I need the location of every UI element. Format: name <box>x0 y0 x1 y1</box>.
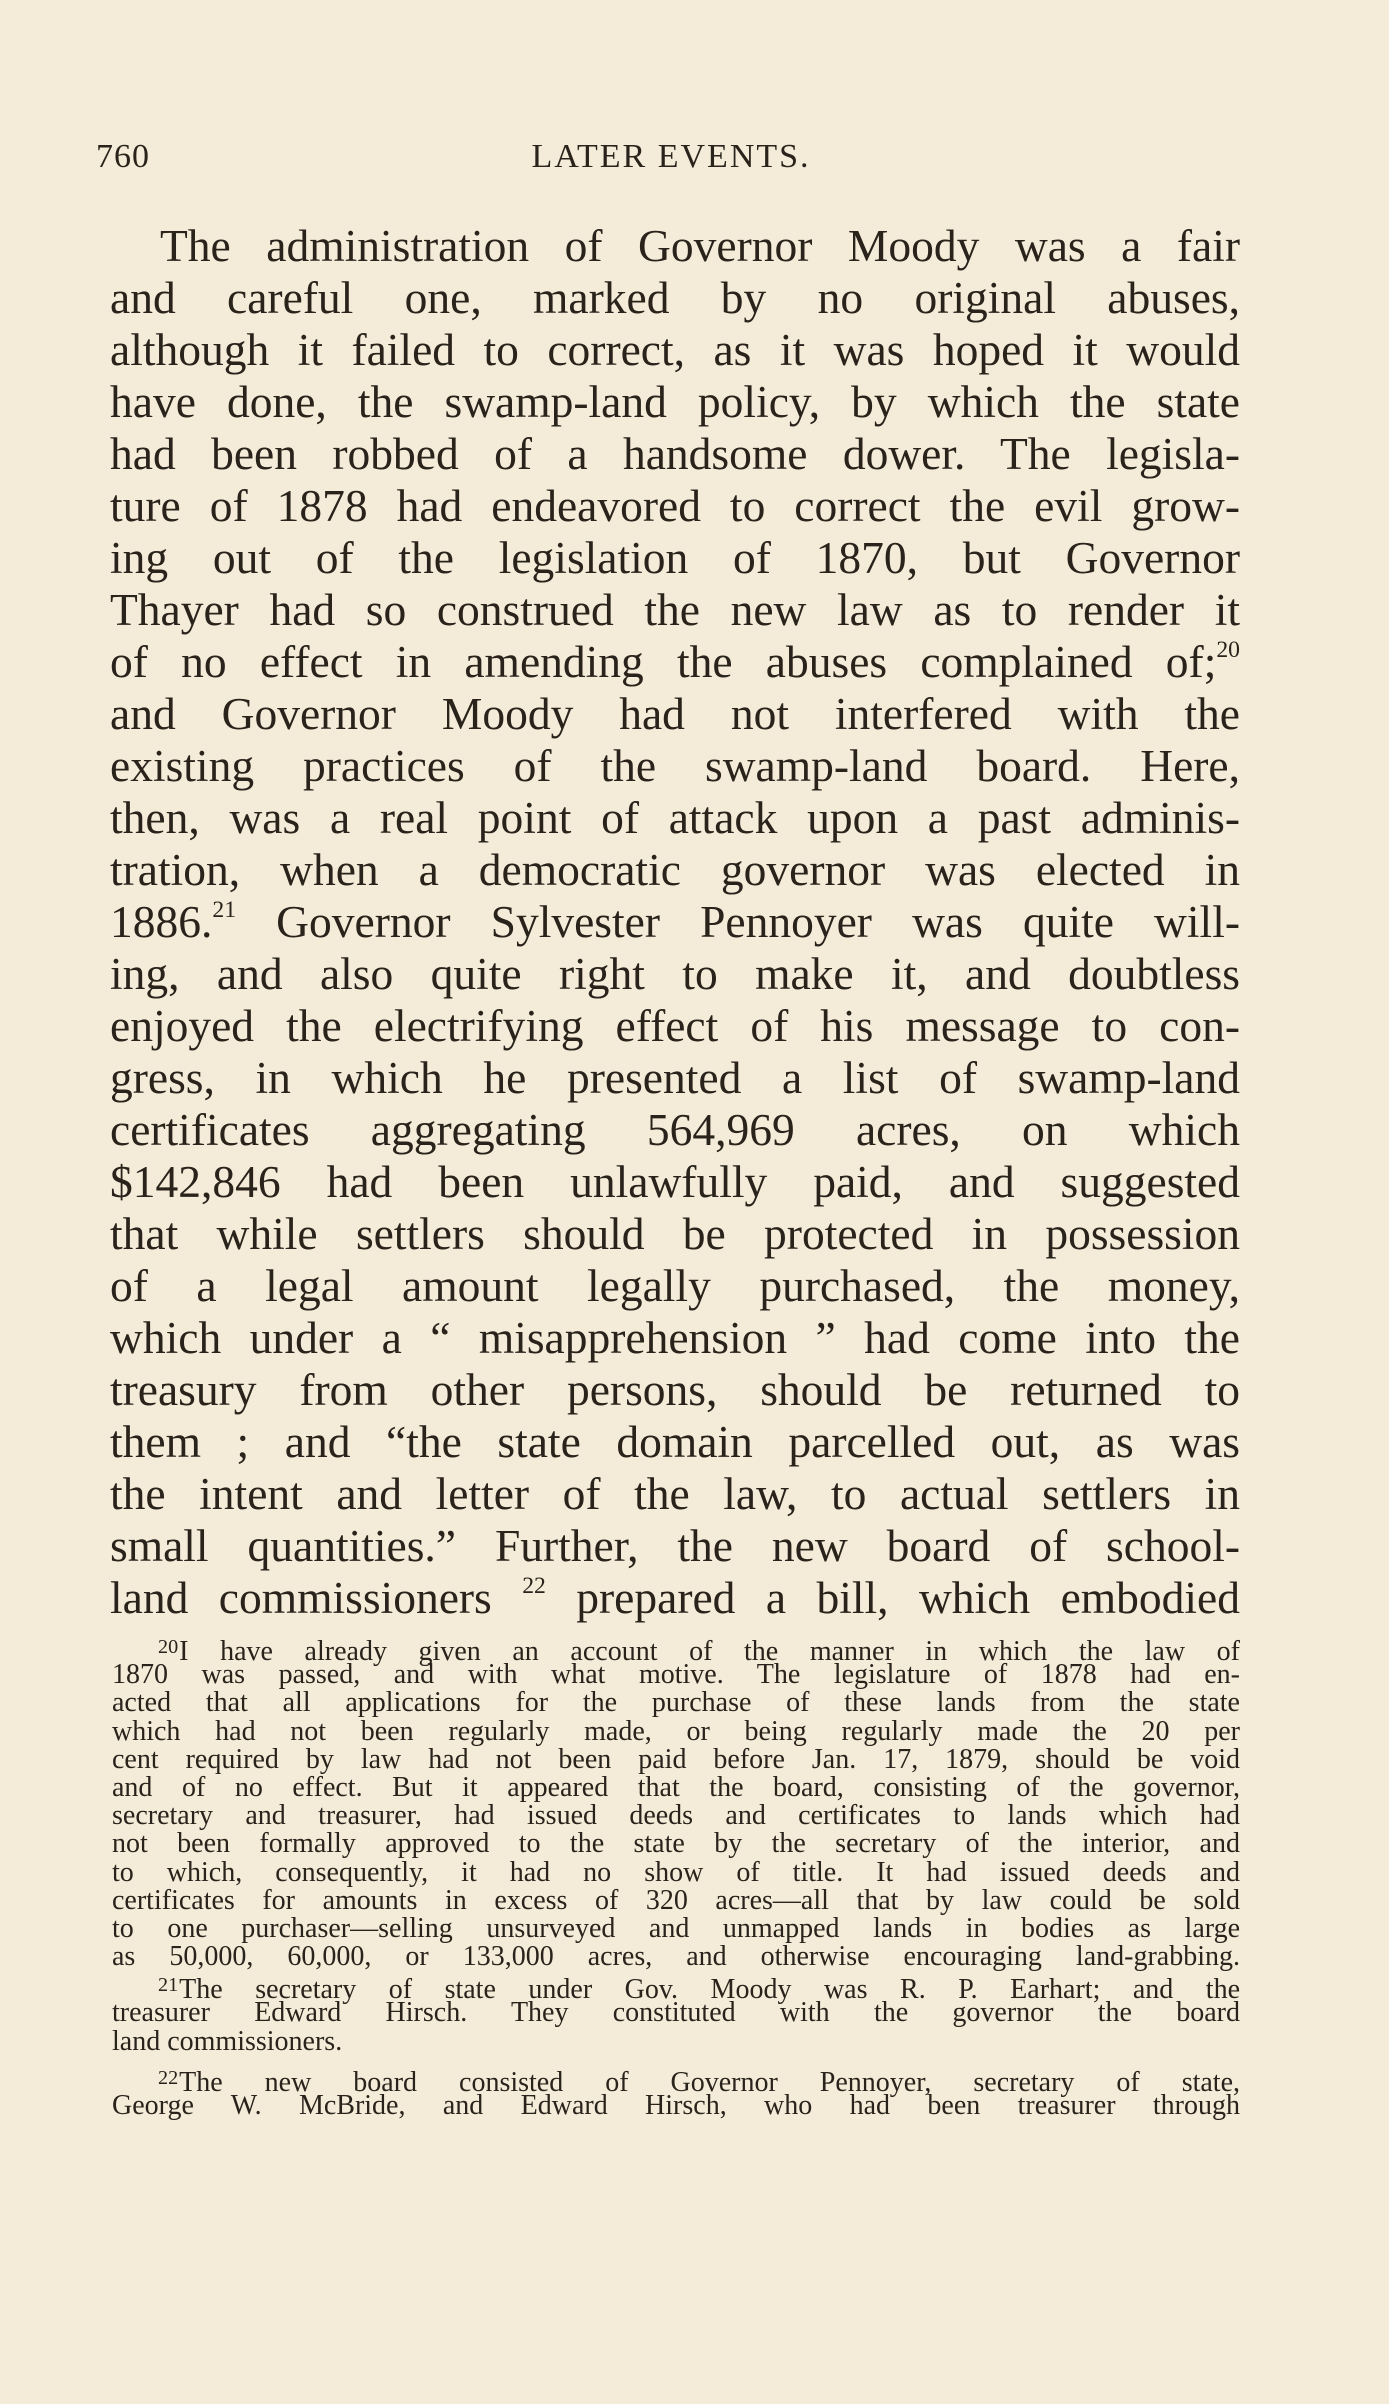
footnote-line: to which, consequently, it had no show of title. It had issued deeds and <box>112 1856 1240 1888</box>
footnote-line: and of no effect. But it appeared that the board, consisting of the governor, <box>112 1771 1240 1803</box>
body-line: The administration of Governor Moody was a fair <box>160 220 1240 271</box>
footnote-line: certificates for amounts in excess of 320 acres—all that by law could be sold <box>112 1884 1240 1916</box>
body-line: ing, and also quite right to make it, and doubtless <box>110 948 1240 999</box>
body-line: of a legal amount legally purchased, the money, <box>110 1260 1240 1311</box>
body-line: of no effect in amending the abuses complained of;$^{20}$ <box>110 636 1240 687</box>
footnote-line: acted that all applications for the purchase of these lands from the state <box>112 1687 1240 1719</box>
body-line: gress, in which he presented a list of swamp-land <box>110 1052 1240 1103</box>
body-line: enjoyed the electrifying effect of his message to con- <box>110 1000 1240 1051</box>
body-line: have done, the swamp-land policy, by which the state <box>110 376 1240 427</box>
footnote-line: as 50,000, 60,000, or 133,000 acres, and otherwise encouraging land-grabbing. <box>112 1941 1240 1973</box>
body-line: small quantities.” Further, the new board of school- <box>110 1520 1240 1571</box>
footnote-line: to one purchaser—selling unsurveyed and unmapped lands in bodies as large <box>112 1912 1240 1944</box>
footnote-marker: 21 <box>158 1974 179 1997</box>
body-line: ing out of the legislation of 1870, but Governor <box>110 532 1240 583</box>
footnote-ref-21[interactable]: 21 <box>212 896 237 923</box>
body-line: and Governor Moody had not interfered with the <box>110 688 1240 739</box>
footnote-spacer <box>112 2056 1240 2064</box>
footnote-ref-22[interactable]: 22 <box>522 1572 546 1599</box>
body-line: them ; and “the state domain parcelled out, as was <box>110 1416 1240 1467</box>
body-line: treasury from other persons, should be returned to <box>110 1364 1240 1415</box>
body-line: had been robbed of a handsome dower. The legisla- <box>110 428 1240 479</box>
footnote-marker: 20 <box>158 1636 179 1658</box>
footnote-line: 1870 was passed, and with what motive. The legislature of 1878 had en- <box>112 1659 1240 1691</box>
footnote-line: not been formally approved to the state by the secretary of the interior, and <box>112 1828 1240 1860</box>
body-line: $142,846 had been unlawfully paid, and suggested <box>110 1156 1240 1207</box>
body-line: and careful one, marked by no original abuses, <box>110 272 1240 323</box>
body-line: Thayer had so construed the new law as to render it <box>110 584 1240 635</box>
footnote-line: George W. McBride, and Edward Hirsch, who had been treasurer through <box>112 2090 1240 2121</box>
footnote-ref-20[interactable]: 20 <box>1216 636 1240 663</box>
footnote-line: $^{22}$The new board consisted of Governor Pennoyer, secretary of state, <box>158 2066 1240 2098</box>
footnote-20 <box>112 1633 1240 1971</box>
footnote-22 <box>112 2064 1240 2120</box>
body-line: which under a “ misapprehension ” had come into the <box>110 1312 1240 1363</box>
body-line: then, was a real point of attack upon a past adminis- <box>110 792 1240 843</box>
body-line: land commissioners $^{22}$ prepared a bill, which embodied <box>110 1572 1240 1623</box>
body-line: existing practices of the swamp-land board. Here, <box>110 740 1240 791</box>
footnote-line: $^{21}$The secretary of state under Gov. Moody was R. P. Earhart; and the <box>158 1974 1240 2006</box>
footnote-21 <box>112 1971 1240 2056</box>
footnote-line: cent required by law had not been paid before Jan. 17, 1879, should be void <box>112 1743 1240 1775</box>
body-line: tration, when a democratic governor was elected in <box>110 844 1240 895</box>
body-line: although it failed to correct, as it was hoped it would <box>110 324 1240 375</box>
running-head <box>96 138 1246 186</box>
body-line: that while settlers should be protected in possession <box>110 1208 1240 1259</box>
running-title: LATER EVENTS. <box>531 138 811 175</box>
body-line: the intent and letter of the law, to actual settlers in <box>110 1468 1240 1519</box>
page-number: 760 <box>96 138 150 175</box>
main-text <box>110 220 1240 1624</box>
body-line: certificates aggregating 564,969 acres, on which <box>110 1104 1240 1155</box>
footnotes <box>112 1633 1240 2120</box>
footnote-line: secretary and treasurer, had issued deeds and certificates to lands which had <box>112 1800 1240 1832</box>
footnote-line: which had not been regularly made, or being regularly made the 20 per <box>112 1715 1240 1747</box>
body-line: ture of 1878 had endeavored to correct the evil grow- <box>110 480 1240 531</box>
footnote-line: treasurer Edward Hirsch. They constituted with the governor the board <box>112 1997 1240 2029</box>
body-line: 1886.21 Governor Sylvester Pennoyer was quite will- <box>110 896 1240 947</box>
footnote-marker: 22 <box>158 2066 179 2089</box>
footnote-line: land commissioners. <box>112 2025 343 2057</box>
footnote-line: $^{20}$I have already given an account of the manner in which the law of <box>158 1636 1240 1668</box>
